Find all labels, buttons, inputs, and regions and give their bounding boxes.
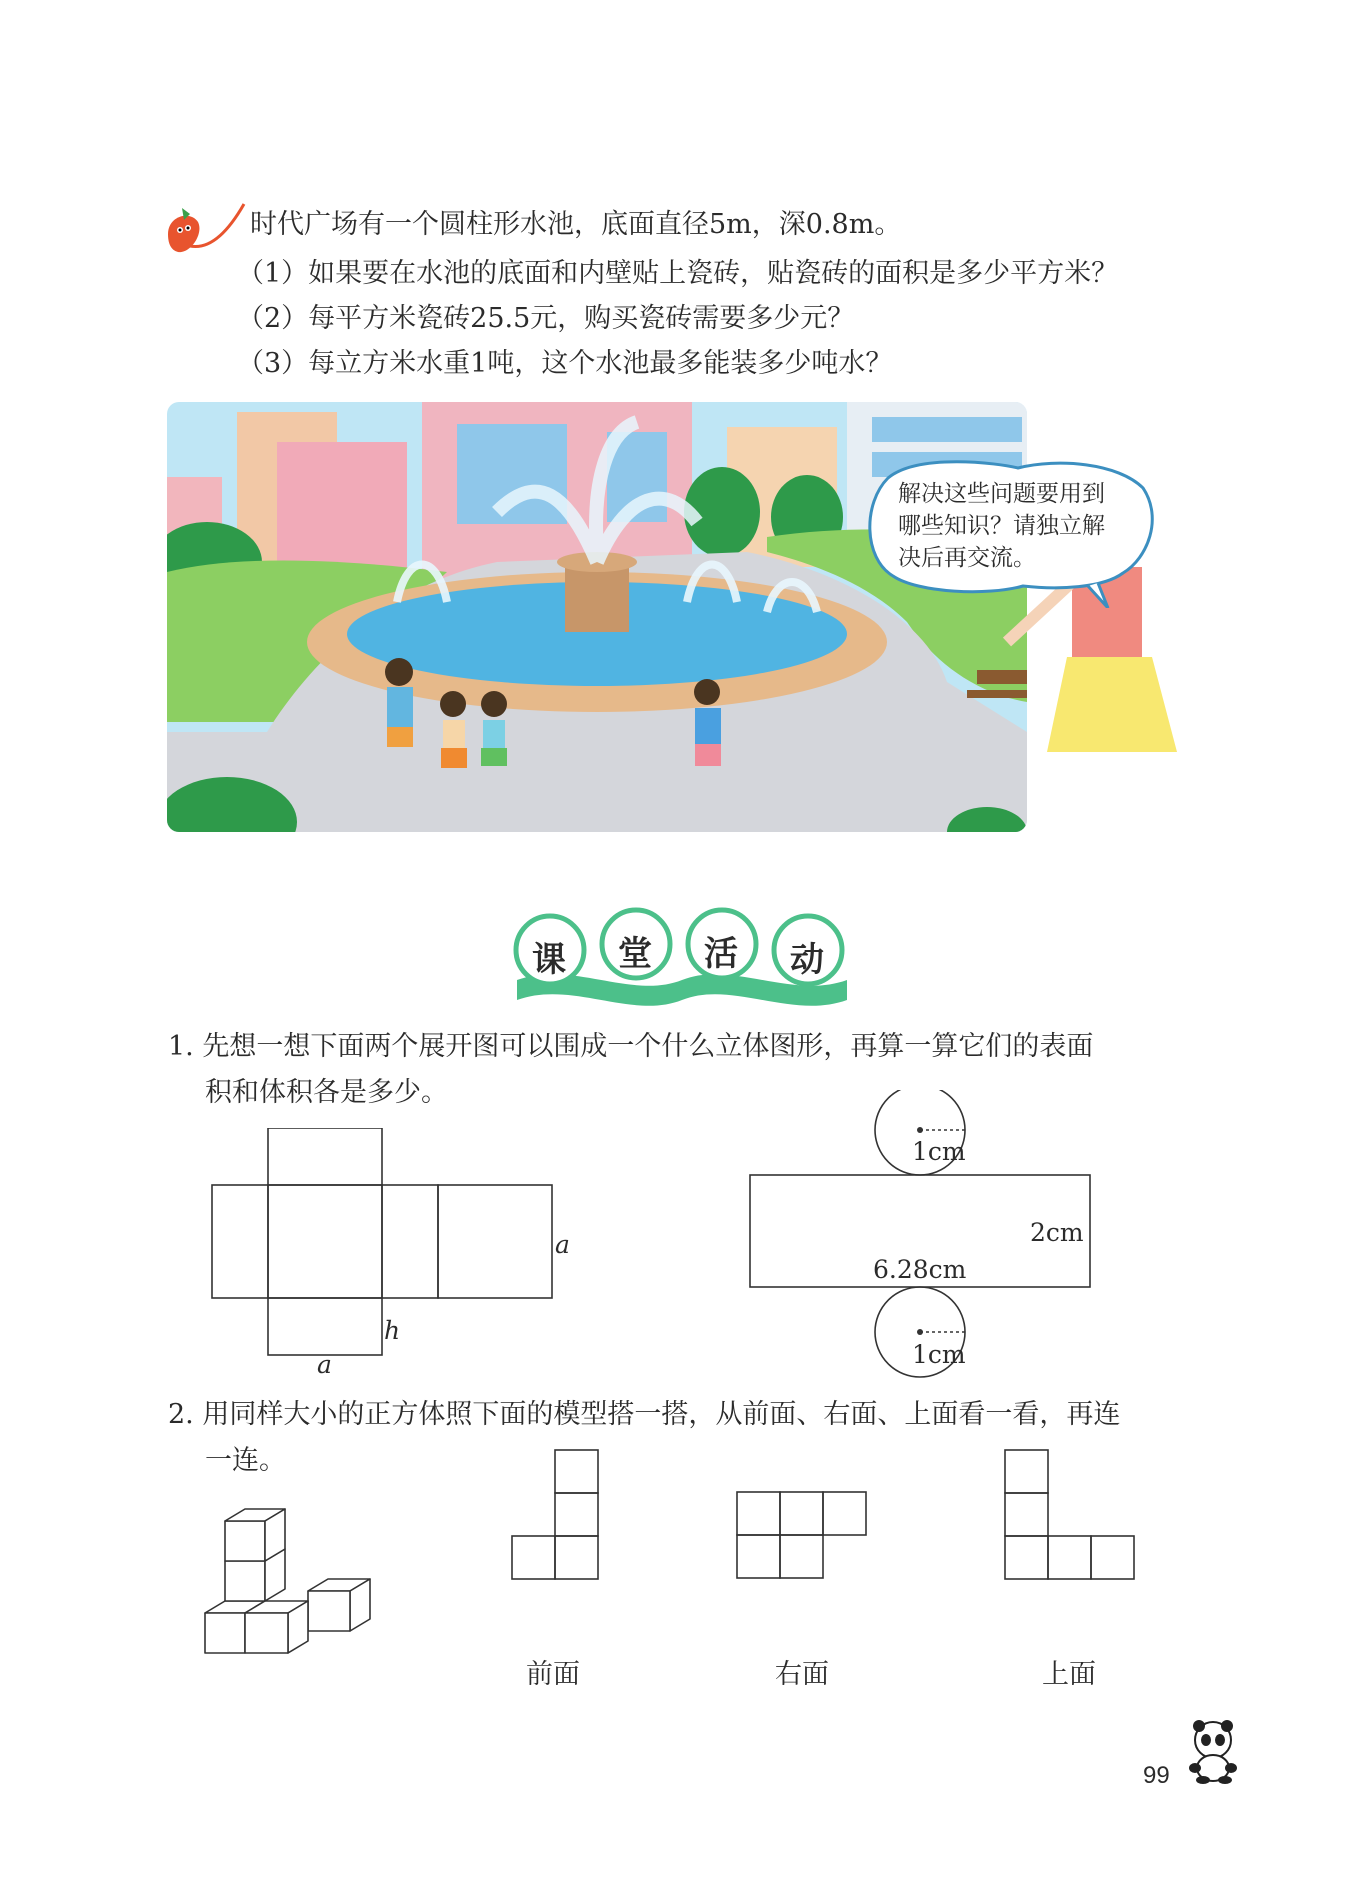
view-label-right: 右面 <box>775 1659 829 1690</box>
front-view-figure <box>510 1448 610 1588</box>
cube-model-figure <box>200 1495 380 1675</box>
net1-label-a-right: a <box>555 1230 570 1259</box>
view-label-top: 上面 <box>1042 1659 1096 1690</box>
pepper-mascot-icon <box>160 196 250 266</box>
task2-line-1: 2. 用同样大小的正方体照下面的模型搭一搭，从前面、右面、上面看一看，再连 <box>168 1399 1121 1430</box>
task1-line-1: 1. 先想一想下面两个展开图可以围成一个什么立体图形，再算一算它们的表面 <box>168 1031 1094 1062</box>
panda-icon <box>1183 1718 1243 1784</box>
speech-line-1: 解决这些问题要用到 <box>898 481 1105 507</box>
banner-char-1: 课 <box>532 940 566 980</box>
question-1: （1）如果要在水池的底面和内壁贴上瓷砖，贴瓷砖的面积是多少平方米？ <box>237 258 1119 289</box>
view-label-front: 前面 <box>526 1659 580 1690</box>
net2-radius-top: 1cm <box>912 1137 966 1166</box>
question-2: （2）每平方米瓷砖25.5元，购买瓷砖需要多少元？ <box>237 303 855 334</box>
speech-line-3: 决后再交流。 <box>898 545 1036 571</box>
banner-char-4: 动 <box>790 940 824 980</box>
net2-length-label: 6.28cm <box>873 1255 967 1284</box>
right-view-figure <box>735 1490 875 1590</box>
speech-line-2: 哪些知识？请独立解 <box>898 513 1105 539</box>
page-number: 99 <box>1143 1762 1170 1789</box>
task2-line-2: 一连。 <box>205 1445 286 1476</box>
net1-label-h: h <box>384 1316 401 1345</box>
banner-char-3: 活 <box>704 934 738 974</box>
problem-intro: 时代广场有一个圆柱形水池，底面直径5m，深0.8m。 <box>250 209 902 240</box>
net2-radius-bottom: 1cm <box>912 1340 966 1369</box>
net1-label-a-bottom: a <box>317 1350 332 1379</box>
top-view-figure <box>1003 1448 1143 1588</box>
net2-height-label: 2cm <box>1030 1218 1084 1247</box>
task1-line-2: 积和体积各是多少。 <box>205 1077 448 1108</box>
banner-char-2: 堂 <box>618 934 652 974</box>
question-3: （3）每立方米水重1吨，这个水池最多能装多少吨水？ <box>237 348 893 379</box>
